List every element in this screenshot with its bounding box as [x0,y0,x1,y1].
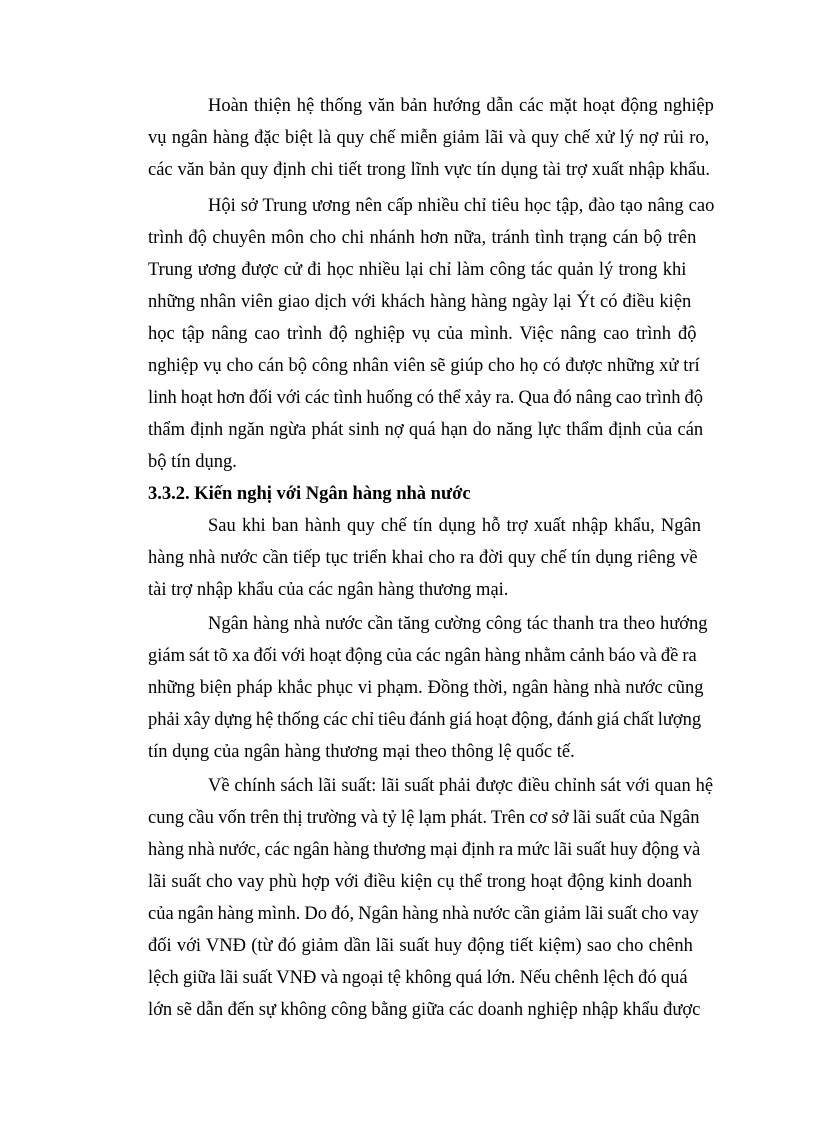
text-line: những nhân viên giao dịch với khách hàng hàng ngày lại Ýt có điều kiện [148,292,692,312]
text-line: đối với VNĐ (từ đó giảm dần lãi suất huy động tiết kiệm) sao cho chênh [148,936,693,956]
text-line: bộ tín dụng. [148,452,237,472]
text-line: Ngân hàng nhà nước cần tăng cường công tác thanh tra theo hướng [208,614,708,634]
text-line: Hoàn thiện hệ thống văn bản hướng dẫn các mặt hoạt động nghiệp [208,96,714,116]
text-line: trình độ chuyên môn cho chi nhánh hơn nữa, tránh tình trạng cán bộ trên [148,228,697,248]
text-line: học tập nâng cao trình độ nghiệp vụ của mình. Việc nâng cao trình độ [148,324,697,344]
text-line: nghiệp vụ cho cán bộ công nhân viên sẽ giúp cho họ có được những xử trí [148,356,700,376]
text-line: Sau khi ban hành quy chế tín dụng hỗ trợ xuất nhập khẩu, Ngân [208,516,701,536]
text-line: Về chính sách lãi suất: lãi suất phải được điều chỉnh sát với quan hệ [208,776,714,796]
text-line: lệch giữa lãi suất VNĐ và ngoại tệ không quá lớn. Nếu chênh lệch đó quá [148,968,688,988]
text-line: Hội sở Trung ương nên cấp nhiều chỉ tiêu học tập, đào tạo nâng cao [208,196,715,216]
text-line: vụ ngân hàng đặc biệt là quy chế miễn giảm lãi và quy chế xử lý nợ rủi ro, [148,128,710,148]
text-line: lớn sẽ dẫn đến sự không công bằng giữa các doanh nghiệp nhập khẩu được [148,1000,701,1020]
text-line: giám sát tõ xa đối với hoạt động của các ngân hàng nhằm cảnh báo và đề ra [148,646,697,666]
text-line: hàng nhà nước, các ngân hàng thương mại định ra mức lãi suất huy động và [148,840,701,860]
section-heading: 3.3.2. Kiến nghị với Ngân hàng nhà nước [148,484,471,504]
text-line: linh hoạt hơn đối với các tình huống có thể xảy ra. Qua đó nâng cao trình độ [148,388,703,408]
text-line: những biện pháp khắc phục vi phạm. Đồng thời, ngân hàng nhà nước cũng [148,678,704,698]
text-line: Trung ương được cử đi học nhiều lại chỉ làm công tác quản lý trong khi [148,260,687,280]
text-line: cung cầu vốn trên thị trường và tỷ lệ lạm phát. Trên cơ sở lãi suất của Ngân [148,808,700,828]
text-line: tín dụng của ngân hàng thương mại theo thông lệ quốc tế. [148,742,575,762]
text-line: hàng nhà nước cần tiếp tục triển khai cho ra đời quy chế tín dụng riêng về [148,548,698,568]
text-line: phải xây dựng hệ thống các chỉ tiêu đánh giá hoạt động, đánh giá chất lượng [148,710,702,730]
text-line: thẩm định ngăn ngừa phát sinh nợ quá hạn do năng lực thẩm định của cán [148,420,704,440]
text-line: của ngân hàng mình. Do đó, Ngân hàng nhà nước cần giảm lãi suất cho vay [148,904,699,924]
text-line: lãi suất cho vay phù hợp với điều kiện cụ thể trong hoạt động kinh doanh [148,872,693,892]
text-line: tài trợ nhập khẩu của các ngân hàng thương mại. [148,580,509,600]
text-line: các văn bản quy định chi tiết trong lĩnh vực tín dụng tài trợ xuất nhập khẩu. [148,160,710,180]
